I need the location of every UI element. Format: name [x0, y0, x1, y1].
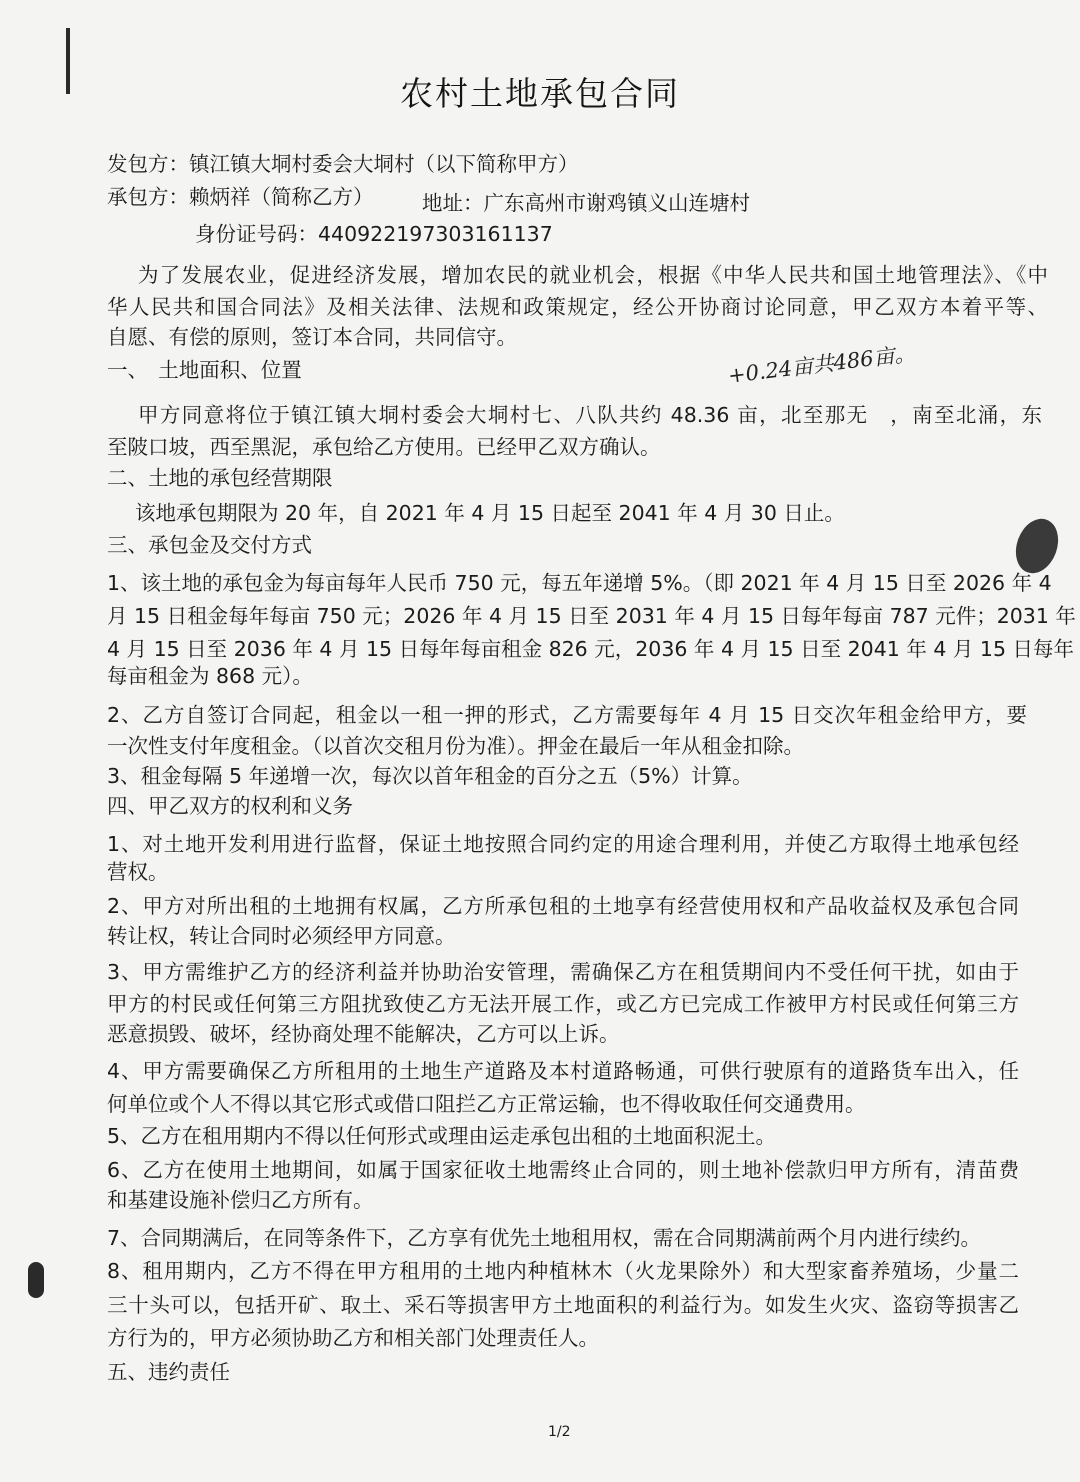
preamble-line-1: 为了发展农业，促进经济发展，增加农民的就业机会，根据《中华人民共和国土地管理法》、《中	[138, 263, 1048, 287]
preamble-line-2: 华人民共和国合同法》及相关法律、法规和政策规定，经公开协商讨论同意，甲乙双方本着平等、	[107, 295, 1048, 319]
section-4-line-11: 6、乙方在使用土地期间，如属于国家征收土地需终止合同的，则土地补偿款归甲方所有，清苗费	[107, 1158, 1019, 1182]
section-4-line-7: 恶意损毁、破坏，经协商处理不能解决，乙方可以上诉。	[107, 1022, 620, 1046]
section-4-line-1: 1、对土地开发利用进行监督，保证土地按照合同约定的用途合理利用，并使乙方取得土地承包经	[107, 832, 1019, 856]
section-3-line-1: 1、该土地的承包金为每亩每年人民币 750 元，每五年递增 5%。（即 2021 年 4 月 15 日至 2026 年 4	[107, 571, 1052, 595]
section-4-line-13: 7、合同期满后，在同等条件下，乙方享有优先土地租用权，需在合同期满前两个月内进行续约。	[107, 1226, 982, 1250]
section-4-line-3: 2、甲方对所出租的土地拥有权属，乙方所承包租的土地享有经营使用权和产品收益权及承包合同	[107, 894, 1019, 918]
section-3-line-3: 4 月 15 日至 2036 年 4 月 15 日每年每亩租金 826 元，2036 年 4 月 15 日至 2041 年 4 月 15 日每年	[107, 637, 1075, 661]
section-2-heading: 二、土地的承包经营期限	[107, 466, 333, 490]
section-4-line-2: 营权。	[107, 860, 169, 884]
section-1-heading: 一、 土地面积、位置	[107, 358, 302, 382]
section-4-line-6: 甲方的村民或任何第三方阻扰致使乙方无法开展工作，或乙方已完成工作被甲方村民或任何第三方	[107, 992, 1019, 1016]
address-line: 地址：广东高州市谢鸡镇义山连塘村	[422, 191, 750, 215]
section-2-line-1: 该地承包期限为 20 年，自 2021 年 4 月 15 日起至 2041 年 4 月 30 日止。	[135, 501, 845, 525]
section-3-heading: 三、承包金及交付方式	[107, 533, 312, 557]
ink-blot	[1012, 515, 1062, 577]
document-title: 农村土地承包合同	[400, 74, 680, 113]
section-4-line-4: 转让权，转让合同时必须经甲方同意。	[107, 924, 456, 948]
section-4-line-14: 8、租用期内，乙方不得在甲方租用的土地内种植林木（火龙果除外）和大型家畜养殖场，少量二	[107, 1259, 1019, 1283]
section-4-line-15: 三十头可以，包括开矿、取土、采石等损害甲方土地面积的利益行为。如发生火灾、盗窃等损害乙	[107, 1293, 1019, 1317]
preamble-line-3: 自愿、有偿的原则，签订本合同，共同信守。	[107, 325, 517, 349]
lessor-line: 发包方：镇江镇大垌村委会大垌村（以下简称甲方）	[107, 152, 579, 176]
section-3-line-4: 每亩租金为 868 元）。	[107, 664, 313, 688]
section-4-line-9: 何单位或个人不得以其它形式或借口阻拦乙方正常运输，也不得收取任何交通费用。	[107, 1092, 866, 1116]
section-1-line-2: 至陂口坡，西至黑泥，承包给乙方使用。已经甲乙双方确认。	[107, 435, 661, 459]
section-3-line-2: 月 15 日租金每年每亩 750 元；2026 年 4 月 15 日至 2031 年 4 月 15 日每年每亩 787 元件；2031 年	[107, 604, 1076, 628]
id-number-line: 身份证号码：440922197303161137	[195, 222, 553, 246]
section-3-line-7: 3、租金每隔 5 年递增一次，每次以首年租金的百分之五（5%）计算。	[107, 764, 753, 788]
section-4-line-5: 3、甲方需维护乙方的经济利益并协助治安管理，需确保乙方在租赁期间内不受任何干扰，如由于	[107, 960, 1019, 984]
section-3-line-5: 2、乙方自签订合同起，租金以一租一押的形式，乙方需要每年 4 月 15 日交次年租金给甲方，要	[107, 703, 1027, 727]
scan-mark-bottom	[28, 1262, 44, 1298]
section-4-heading: 四、甲乙双方的权利和义务	[107, 794, 353, 818]
lessee-line: 承包方：赖炳祥（简称乙方）	[107, 185, 374, 209]
section-5-heading: 五、违约责任	[107, 1360, 230, 1384]
section-4-line-10: 5、乙方在租用期内不得以任何形式或理由运走承包出租的土地面积泥土。	[107, 1124, 777, 1148]
section-3-line-6: 一次性支付年度租金。（以首次交租月份为准）。押金在最后一年从租金扣除。	[107, 734, 804, 758]
section-1-line-1: 甲方同意将位于镇江镇大垌村委会大垌村七、八队共约 48.36 亩，北至那无 ，南至北涌，东	[138, 403, 1042, 427]
handwritten-note: +0.24亩共486亩。	[726, 341, 917, 388]
page-number: 1/2	[548, 1424, 571, 1440]
section-4-line-8: 4、甲方需要确保乙方所租用的土地生产道路及本村道路畅通，可供行驶原有的道路货车出入，任	[107, 1059, 1019, 1083]
section-4-line-16: 方行为的，甲方必须协助乙方和相关部门处理责任人。	[107, 1326, 599, 1350]
section-4-line-12: 和基建设施补偿归乙方所有。	[107, 1188, 374, 1212]
